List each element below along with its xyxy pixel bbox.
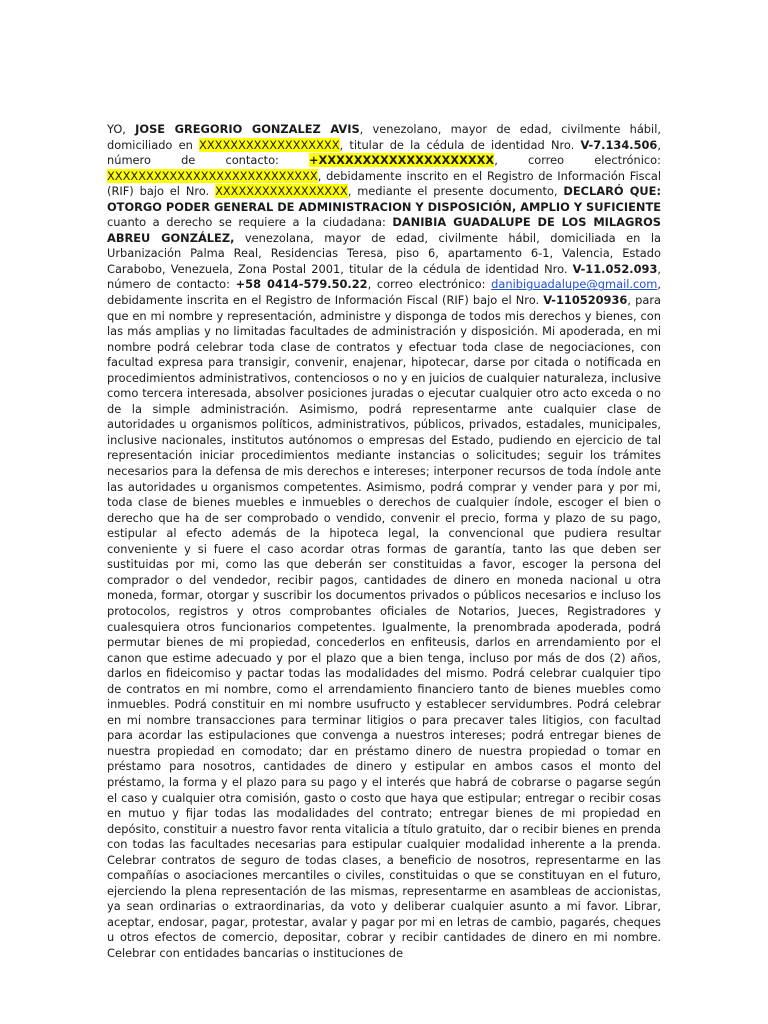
text-segment: , debidamente inscrita en el Registro de Información Fiscal (RIF) bajo el Nro. bbox=[107, 277, 661, 308]
text-segment: , correo electrónico: bbox=[494, 153, 661, 168]
text-segment: venezolana, mayor de edad, civilmente hábil, domiciliada en la Urbanización Palma Real, Residencias Teresa, piso 6, apartamento 6-1, Valencia, Estado Carabobo, Venezuela, Zona Postal 2001, titular de la cédula de identidad Nro. bbox=[107, 230, 661, 276]
power-of-attorney-paragraph bbox=[107, 122, 661, 962]
text-segment: , correo electrónico: bbox=[367, 277, 492, 292]
grantor-name: JOSE GREGORIO GONZALEZ AVIS bbox=[135, 122, 360, 136]
text-segment: , mediante el presente documento, bbox=[347, 184, 564, 199]
attorney-phone: +58 0414-579.50.22 bbox=[235, 277, 368, 292]
document-page bbox=[107, 122, 661, 962]
text-segment: cuanto a derecho se requiere a la ciudadana: bbox=[107, 215, 393, 230]
attorney-id: V-11.052.093 bbox=[572, 261, 658, 276]
redacted-rif: XXXXXXXXXXXXXXXXX bbox=[215, 184, 348, 199]
declaration-heading: DECLARÓ QUE: OTORGO PODER GENERAL DE ADMINISTRACION Y DISPOSICIÓN, AMPLIO Y SUFICIENTE bbox=[107, 184, 662, 214]
grantor-id: V-7.134.506 bbox=[580, 137, 658, 152]
attorney-email-link[interactable]: danibiguadalupe@gmail.com bbox=[491, 277, 658, 292]
redacted-address: XXXXXXXXXXXXXXXXXX bbox=[199, 137, 340, 152]
text-segment: , venezolano, mayor de edad, civilmente hábil, domiciliado en bbox=[107, 122, 661, 152]
attorney-name: DANIBIA GUADALUPE DE LOS MILAGROS ABREU GONZÁLEZ, bbox=[107, 215, 661, 245]
intro-text: YO, bbox=[107, 122, 136, 136]
text-segment: , debidamente inscrito en el Registro de Información Fiscal (RIF) bajo el Nro. bbox=[107, 168, 661, 199]
redacted-email: XXXXXXXXXXXXXXXXXXXXXXXXXXX bbox=[107, 168, 318, 183]
text-segment: , titular de la cédula de identidad Nro. bbox=[339, 137, 581, 152]
text-segment: , número de contacto: bbox=[107, 261, 661, 292]
body-text: , para que en mi nombre y representación, administre y disponga de todos mis derechos y bienes, con las más amplias y no limitadas facultades de administración y disposición. Mi apoderada, en mi nombre podrá celebrar toda clase de contratos y efectuar toda clase de negociaciones, con facultad expresa para transigir, convenir, enajenar, hipotecar, darse por citada o notificada en procedimientos administrativos, contenciosos o no y en juicios de cualquier naturaleza, inclusive como tercera interesada, absolver posiciones juradas o ejecutar cualquier otro acto exceda o no de la simple administración. Asimismo, podrá representarme ante cualquier clase de autoridades u organismos políticos, administrativos, públicos, privados, estadales, municipales, inclusive nacionales, institutos autónomos o empresas del Estado, pudiendo en ejercicio de tal representación iniciar procedimientos mediante instancias o solicitudes; seguir los trámites necesarios para la defensa de mis derechos e intereses; interponer recursos de toda índole ante las autoridades u organismos competentes. Asimismo, podrá comprar y vender para y por mi, toda clase de bienes muebles e inmuebles o derechos de cualquier índole, escoger el bien o derecho que ha de ser comprobado o vendido, convenir el precio, forma y plazo de su pago, estipular al efecto además de la hipoteca legal, la convencional que pudiera resultar conveniente y si fuere el caso acordar otras formas de garantía, tanto las que deben ser sustituidas por mi, como las que deberán ser constituidas a favor, escoger la persona del comprador o del vendedor, recibir pagos, cantidades de dinero en moneda nacional u otra moneda, formar, otorgar y suscribir los documentos privados o públicos necesarios e incluso los protocolos, registros y otros comprobantes oficiales de Notarios, Jueces, Registradores y cualesquiera otros funcionarios competentes. Igualmente, la prenombrada apoderada, podrá permutar bienes de mi propiedad, concederlos en enfiteusis, darlos en arrendamiento por el canon que estime adecuado y por el plazo que a bien tenga, incluso por más de dos (2) años, darlos en fideicomiso y pactar todas las modalidades del mismo. Podrá celebrar cualquier tipo de contratos en mi nombre, como el arrendamiento financiero tanto de bienes muebles como inmuebles. Podrá constituir en mi nombre usufructo y establecer servidumbres. Podrá celebrar en mi nombre transacciones para terminar litigios o para precaver tales litigios, con facultad para acordar las estipulaciones que convenga a nuestros intereses; podrá entregar bienes de nuestra propiedad en comodato; dar en préstamo dinero de nuestra propiedad o tomar en préstamo para nosotros, cantidades de dinero y estipular en ambos casos el monto del préstamo, la forma y el plazo para su pago y el interés que habrá de cobrarse o pagarse según el caso y cualquier otra comisión, gasto o costo que haya que estipular; entregar o recibir cosas en mutuo y fijar todas las modalidades del contrato; entregar bienes de mi propiedad en depósito, constituir a nuestro favor renta vitalicia a título gratuito, dar o recibir bienes en prenda con todas las facultades necesarias para estipular cualquier modalidad inherente a la prenda. Celebrar contratos de seguro de todas clases, a beneficio de nosotros, representarme en las compañías o asociaciones mercantiles o civiles, constituidas o que se constituyan en el futuro, ejerciendo la plena representación de las mismas, representarme en asambleas de accionistas, ya sean ordinarias o extraordinarias, da voto y deliberar cualquier asunto a mi favor. Librar, aceptar, endosar, pagar, protestar, avalar y pagar por mi en letras de cambio, pagarés, cheques u otros efectos de comercio, depositar, cobrar y recibir cantidades de dinero en mi nombre. Celebrar con entidades bancarias o instituciones de bbox=[107, 293, 661, 960]
redacted-phone: +XXXXXXXXXXXXXXXXXXXX bbox=[309, 153, 495, 168]
attorney-rif: V-110520936 bbox=[543, 293, 628, 308]
text-segment: , número de contacto: bbox=[107, 137, 661, 168]
